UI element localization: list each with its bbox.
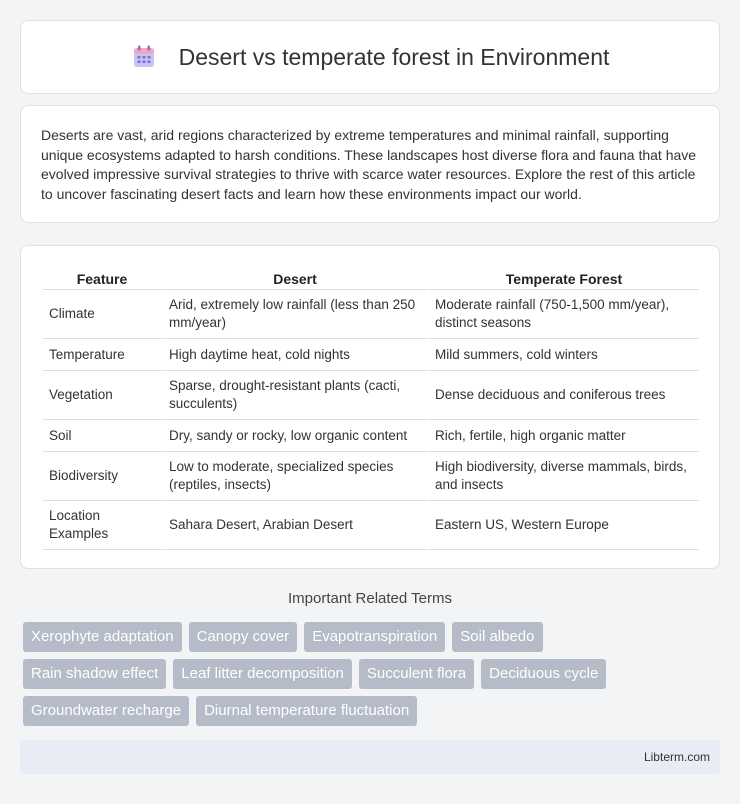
- row-feature: Temperature: [43, 339, 161, 371]
- table-row: [43, 290, 699, 339]
- row-feature: Climate: [43, 290, 161, 339]
- row-forest: Eastern US, Western Europe: [427, 501, 699, 550]
- page-title: Desert vs temperate forest in Environment: [178, 43, 610, 70]
- tag-succulent-flora[interactable]: Succulent flora: [359, 659, 474, 689]
- row-feature: Vegetation: [43, 371, 161, 420]
- row-desert: Arid, extremely low rainfall (less than 250 mm/year): [161, 290, 427, 339]
- table-row: [43, 371, 699, 420]
- tag-xerophyte-adaptation[interactable]: Xerophyte adaptation: [23, 622, 182, 652]
- intro-text: Deserts are vast, arid regions characterized by extreme temperatures and minimal rainfall, supporting unique ecosystems adapted to harsh conditions. These landscapes host diverse flora and fauna that have evolved impressive survival strategies to thrive with scarce water resources. Explore the rest of this article to uncover fascinating desert facts and learn how these environments impact our world.: [41, 127, 697, 202]
- intro-card: [20, 105, 720, 223]
- row-feature: Biodiversity: [43, 452, 161, 501]
- calendar-grid-icon: [131, 44, 157, 70]
- row-desert: Sahara Desert, Arabian Desert: [161, 501, 427, 550]
- header-desert: Desert: [161, 266, 427, 290]
- tag-row: [23, 659, 723, 689]
- related-terms-tags: [23, 622, 723, 733]
- tag-groundwater-recharge[interactable]: Groundwater recharge: [23, 696, 189, 726]
- row-forest: Mild summers, cold winters: [427, 339, 699, 371]
- tag-row: [23, 622, 723, 652]
- tag-deciduous-cycle[interactable]: Deciduous cycle: [481, 659, 606, 689]
- tag-row: [23, 696, 723, 726]
- table-header-row: [43, 266, 699, 290]
- row-forest: Dense deciduous and coniferous trees: [427, 371, 699, 420]
- tag-leaf-litter-decomposition[interactable]: Leaf litter decomposition: [173, 659, 352, 689]
- header-card: [20, 20, 720, 94]
- tag-canopy-cover[interactable]: Canopy cover: [189, 622, 298, 652]
- table-row: [43, 420, 699, 452]
- row-forest: High biodiversity, diverse mammals, birds, and insects: [427, 452, 699, 501]
- footer-site-link[interactable]: Libterm.com: [643, 750, 710, 764]
- tag-evapotranspiration[interactable]: Evapotranspiration: [304, 622, 445, 652]
- row-forest: Rich, fertile, high organic matter: [427, 420, 699, 452]
- table-row: [43, 501, 699, 550]
- row-feature: Location Examples: [43, 501, 161, 550]
- row-desert: Sparse, drought-resistant plants (cacti, succulents): [161, 371, 427, 420]
- comparison-table-card: [20, 245, 720, 569]
- row-desert: Low to moderate, specialized species (reptiles, insects): [161, 452, 427, 501]
- related-terms-title: Important Related Terms: [288, 590, 452, 607]
- row-desert: High daytime heat, cold nights: [161, 339, 427, 371]
- header-feature: Feature: [43, 266, 161, 290]
- header-temperate-forest: Temperate Forest: [427, 266, 699, 290]
- row-feature: Soil: [43, 420, 161, 452]
- table-row: [43, 339, 699, 371]
- tag-rain-shadow-effect[interactable]: Rain shadow effect: [23, 659, 166, 689]
- tag-soil-albedo[interactable]: Soil albedo: [452, 622, 542, 652]
- footer: [20, 740, 720, 774]
- row-desert: Dry, sandy or rocky, low organic content: [161, 420, 427, 452]
- comparison-table: [43, 266, 699, 550]
- row-forest: Moderate rainfall (750-1,500 mm/year), distinct seasons: [427, 290, 699, 339]
- table-row: [43, 452, 699, 501]
- tag-diurnal-temperature-fluctuation[interactable]: Diurnal temperature fluctuation: [196, 696, 417, 726]
